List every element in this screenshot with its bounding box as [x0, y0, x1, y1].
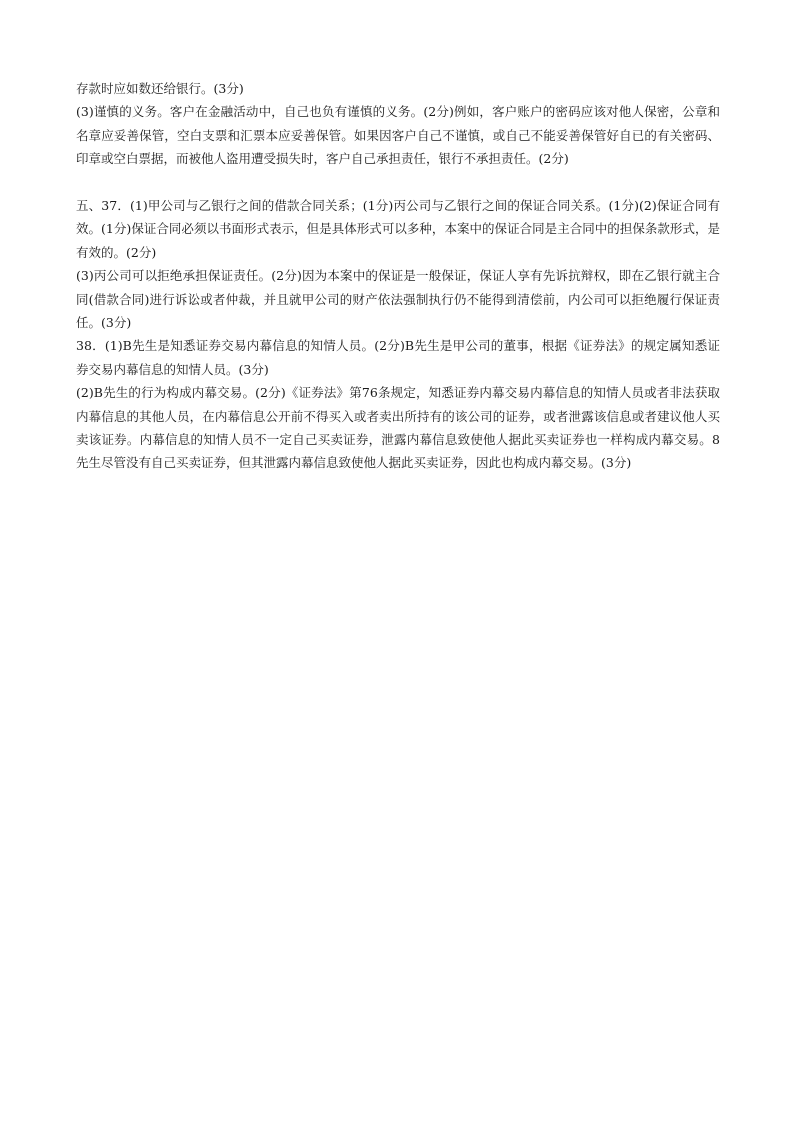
paragraph-q38-part1: 38．(1)B先生是知悉证券交易内幕信息的知情人员。(2分)B先生是甲公司的董事，根据《证券法》的规定属知悉证券交易内幕信息的知情人员。(3分)	[76, 338, 720, 377]
document-body	[76, 77, 720, 475]
paragraph-duty-of-care: (3)谨慎的义务。客户在金融活动中，自己也负有谨慎的义务。(2分)例如，客户账户的密码应该对他人保密，公章和名章应妥善保管，空白支票和汇票本应妥善保管。如果因客户自己不谨慎，或自己不能妥善保管好自已的有关密码、印章或空白票据，而被他人盗用遭受损失时，客户自己承担责任，银行不承担责任。(2分)	[76, 104, 720, 167]
paragraph-q38-part2: (2)B先生的行为构成内幕交易。(2分)《证券法》第76条规定，知悉证券内幕交易内幕信息的知情人员或者非法获取内幕信息的其他人员，在内幕信息公开前不得买入或者卖出所持有的该公司的证券，或者泄露该信息或者建议他人买卖该证券。内幕信息的知情人员不一定自己买卖证券，泄露内幕信息致使他人据此买卖证券也一样构成内幕交易。8先生尽管没有自己买卖证券，但其泄露内幕信息致使他人据此买卖证券，因此也构成内幕交易。(3分)	[76, 385, 720, 471]
paragraph-q37-part1-2: 五、37．(1)甲公司与乙银行之间的借款合同关系；(1分)丙公司与乙银行之间的保证合同关系。(1分)(2)保证合同有效。(1分)保证合同必须以书面形式表示，但是具体形式可以多种，本案中的保证合同是主合同中的担保条款形式，是有效的。(2分)	[76, 198, 720, 260]
paragraph-q37-part3: (3)丙公司可以拒绝承担保证责任。(2分)因为本案中的保证是一般保证，保证人享有先诉抗辩权，即在乙银行就主合同(借款合同)进行诉讼或者仲裁，并且就甲公司的财产依法强制执行仍不能得到清偿前，内公司可以拒绝履行保证责任。(3分)	[76, 268, 720, 331]
paragraph-spacer	[76, 171, 720, 194]
paragraph-deposit-return: 存款时应如数还给银行。(3分)	[76, 81, 244, 96]
